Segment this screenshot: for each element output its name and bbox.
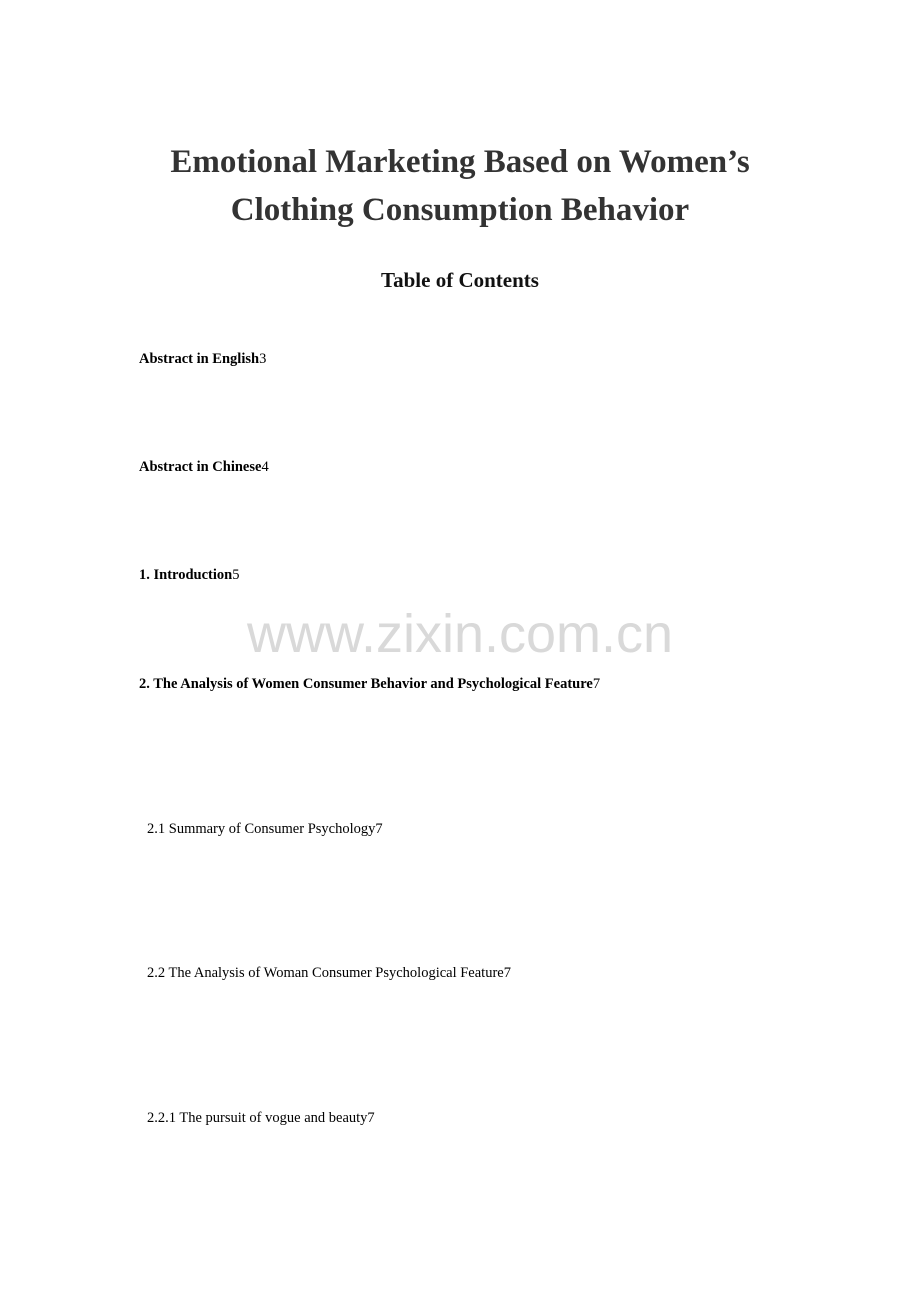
document-title [0, 138, 920, 234]
toc-entry-label: 2.2.1 The pursuit of vogue and beauty [147, 1110, 368, 1126]
toc-entry-page-number: 7 [503, 965, 511, 981]
toc-entry-label: 2.1 Summary of Consumer Psychology [147, 821, 376, 837]
toc-entry-label: Abstract in Chinese [139, 459, 262, 475]
document-title-line-1: Emotional Marketing Based on Women’s [170, 144, 750, 180]
document-title-line-2: Clothing Consumption Behavior [230, 192, 690, 228]
toc-entry-introduction[interactable] [139, 565, 239, 585]
toc-entry-section-2-2-1[interactable] [147, 1108, 375, 1128]
toc-entry-chapter-2[interactable] [139, 674, 600, 694]
toc-entry-page-number: 7 [367, 1110, 375, 1126]
toc-entry-page-number: 7 [592, 676, 601, 692]
toc-heading: Table of Contents [381, 268, 539, 292]
toc-entry-page-number: 3 [259, 351, 267, 367]
toc-entry-page-number: 5 [232, 567, 240, 583]
toc-entry-page-number: 7 [375, 821, 383, 837]
toc-entry-abstract-chinese[interactable] [139, 457, 269, 477]
toc-entry-abstract-english[interactable] [139, 349, 266, 369]
toc-entry-label: 1. Introduction [139, 567, 233, 583]
toc-entry-section-2-1[interactable] [147, 819, 383, 839]
toc-entry-label: 2. The Analysis of Women Consumer Behavior and Psychological Feature [139, 676, 593, 692]
toc-entry-page-number: 4 [261, 459, 269, 475]
toc-entry-section-2-2[interactable] [147, 963, 511, 983]
toc-entry-label: Abstract in English [139, 351, 260, 367]
watermark-text: www.zixin.com.cn [246, 604, 674, 664]
toc-entry-label: 2.2 The Analysis of Woman Consumer Psychological Feature [147, 965, 504, 981]
